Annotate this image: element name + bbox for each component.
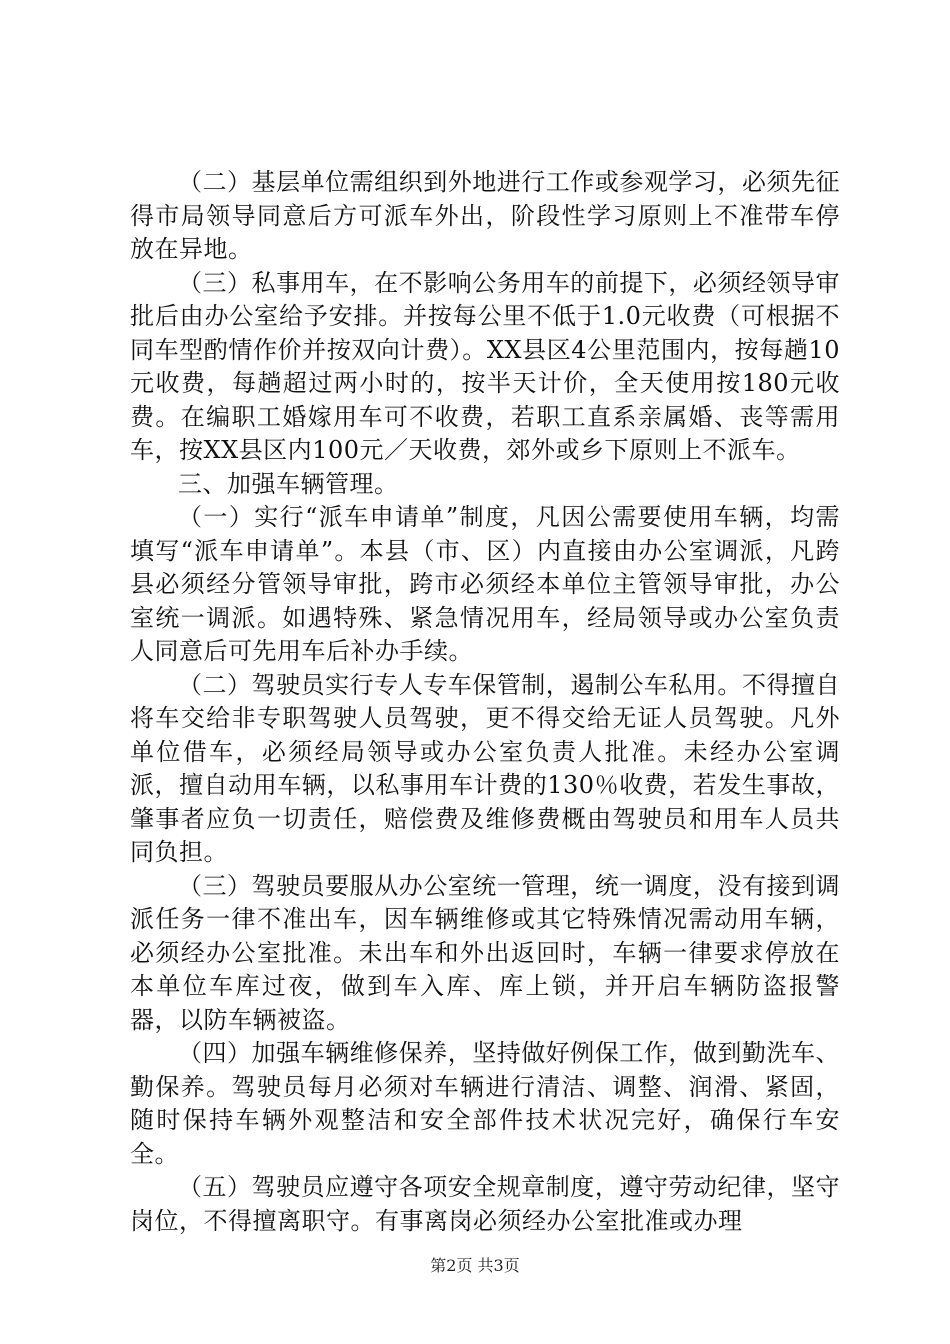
paragraph-safety-rules: （五）驾驶员应遵守各项安全规章制度，遵守劳动纪律，坚守岗位，不得擅离职守。有事离岗必须经办公室批准或办理 (130, 1173, 840, 1235)
document-body (130, 166, 840, 1238)
page-footer: 第2页 共3页 (430, 1256, 520, 1275)
paragraph-unified-dispatch: （三）驾驶员要服从办公室统一管理，统一调度，没有接到调派任务一律不准出车，因车辆维修或其它特殊情况需动用车辆，必须经办公室批准。未出车和外出返回时，车辆一律要求停放在本单位车库过夜，做到车入库、库上锁，并开启车辆防盗报警器，以防车辆被盗。 (130, 871, 840, 1034)
section-heading-vehicle-management: 三、加强车辆管理。 (178, 469, 399, 498)
paragraph-dispatch-request: （一）实行“派车申请单”制度，凡因公需要使用车辆，均需填写“派车申请单”。本县（市、区）内直接由办公室调派，凡跨县必须经分管领导审批，跨市必须经本单位主管领导审批，办公室统一调派。如遇特殊、紧急情况用车，经局领导或办公室负责人同意后可先用车后补办手续。 (130, 503, 840, 665)
paragraph-driver-custody: （二）驾驶员实行专人专车保管制，遏制公车私用。不得擅自将车交给非专职驾驶人员驾驶，更不得交给无证人员驾驶。凡外单位借车，必须经局领导或办公室负责人批准。未经办公室调派，擅自动用车辆，以私事用车计费的130％收费，若发生事故，肇事者应负一切责任，赔偿费及维修费概由驾驶员和用车人员共同负担。 (130, 670, 840, 866)
paragraph-vehicle-outing: （二）基层单位需组织到外地进行工作或参观学习，必须先征得市局领导同意后方可派车外出，阶段性学习原则上不准带车停放在异地。 (130, 168, 840, 263)
paragraph-maintenance: （四）加强车辆维修保养，坚持做好例保工作，做到勤洗车、勤保养。驾驶员每月必须对车辆进行清洁、调整、润滑、紧固，随时保持车辆外观整洁和安全部件技术状况完好，确保行车安全。 (130, 1039, 840, 1168)
paragraph-private-use: （三）私事用车，在不影响公务用车的前提下，必须经领导审批后由办公室给予安排。并按每公里不低于1.0元收费（可根据不同车型酌情作价并按双向计费）。XX县区4公里范围内，按每趟10元收费，每趟超过两小时的，按半天计价，全天使用按180元收费。在编职工婚嫁用车可不收费，若职工直系亲属婚、丧等需用车，按XX县区内100元／天收费，郊外或乡下原则上不派车。 (130, 268, 840, 464)
